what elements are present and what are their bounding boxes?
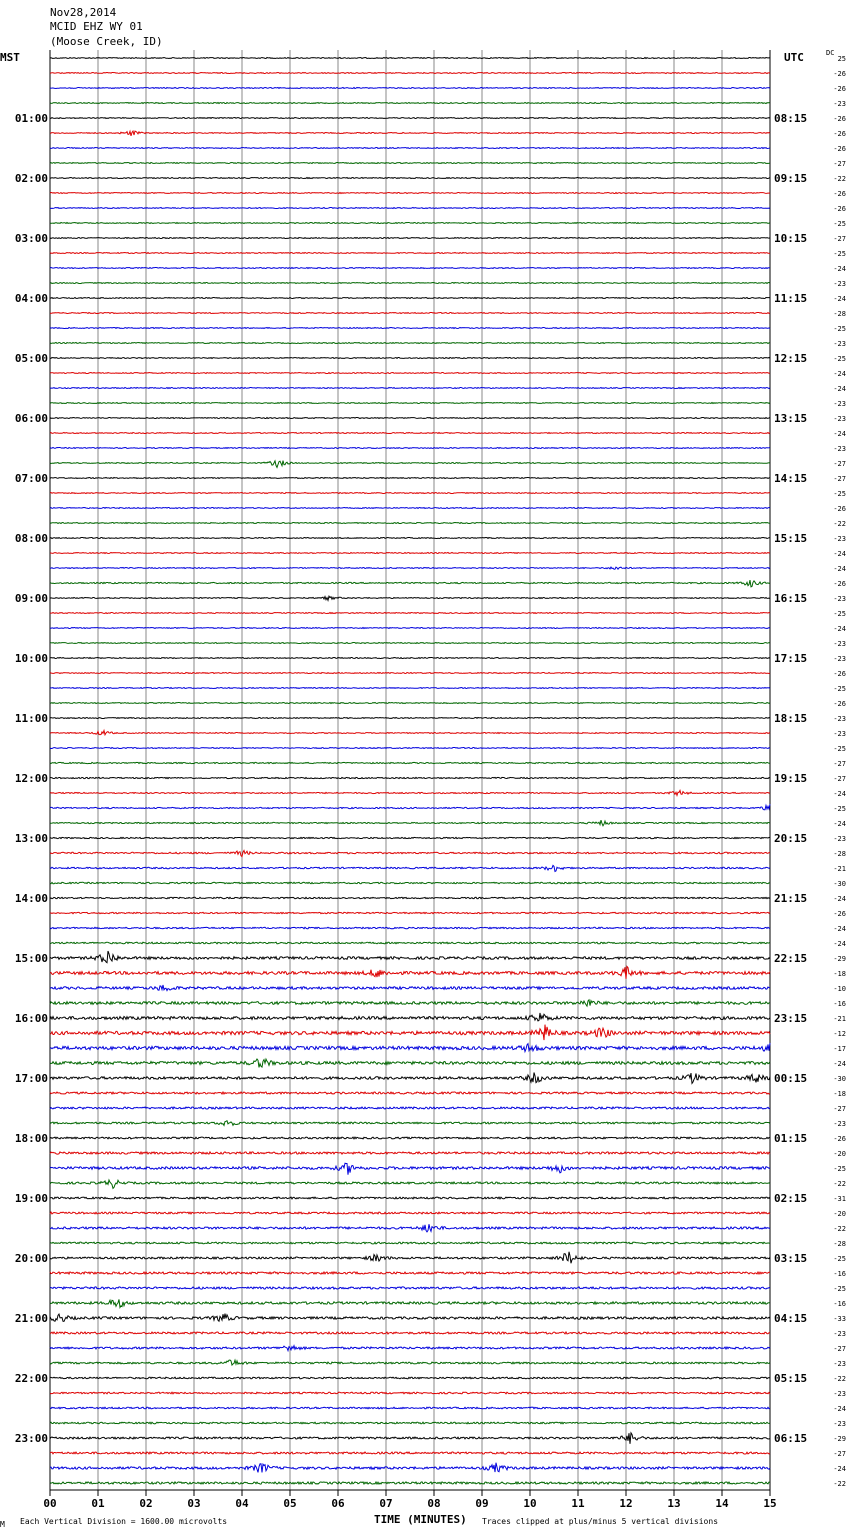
mst-hour-label: 02:00 — [14, 172, 48, 185]
x-tick-label: 15 — [763, 1497, 777, 1510]
dc-offset-label: -20 — [833, 1150, 846, 1158]
left-timezone-label: MST — [0, 51, 20, 64]
mst-hour-label: 16:00 — [14, 1012, 48, 1025]
dc-offset-label: -21 — [833, 1015, 846, 1023]
utc-hour-label: 06:15 — [774, 1432, 808, 1445]
utc-hour-label: 03:15 — [774, 1252, 808, 1265]
utc-hour-label: 21:15 — [774, 892, 808, 905]
utc-hour-label: 20:15 — [774, 832, 808, 845]
dc-offset-label: -24 — [833, 430, 846, 438]
dc-offset-label: -23 — [833, 1330, 846, 1338]
dc-offset-label: -26 — [833, 700, 846, 708]
x-tick-label: 08 — [427, 1497, 441, 1510]
dc-offset-label: -26 — [833, 145, 846, 153]
dc-offset-label: -17 — [833, 1045, 846, 1053]
x-tick-label: 13 — [667, 1497, 681, 1510]
utc-hour-label: 14:15 — [774, 472, 808, 485]
dc-offset-label: -31 — [833, 1195, 846, 1203]
mst-hour-label: 21:00 — [14, 1312, 48, 1325]
dc-offset-label: -25 — [833, 745, 846, 753]
dc-offset-label: -16 — [833, 1300, 846, 1308]
dc-offset-label: -10 — [833, 985, 846, 993]
x-tick-label: 04 — [235, 1497, 249, 1510]
dc-offset-label: 25 — [837, 55, 846, 63]
dc-offset-label: -24 — [833, 370, 846, 378]
dc-offset-label: -23 — [833, 655, 846, 663]
dc-offset-label: -27 — [833, 475, 846, 483]
dc-offset-label: -22 — [833, 1180, 846, 1188]
dc-offset-label: -25 — [833, 250, 846, 258]
corner-mark: M — [0, 1520, 5, 1529]
mst-hour-label: 09:00 — [14, 592, 48, 605]
dc-offset-label: -18 — [833, 970, 846, 978]
x-tick-label: 03 — [187, 1497, 201, 1510]
dc-offset-label: -23 — [833, 640, 846, 648]
seismic-trace — [50, 268, 770, 269]
utc-hour-label: 17:15 — [774, 652, 808, 665]
x-axis-title: TIME (MINUTES) — [374, 1513, 467, 1526]
seismic-trace — [50, 388, 770, 389]
dc-offset-label: -25 — [833, 1255, 846, 1263]
utc-hour-label: 00:15 — [774, 1072, 808, 1085]
dc-offset-label: -23 — [833, 340, 846, 348]
dc-offset-label: -26 — [833, 580, 846, 588]
dc-offset-label: -21 — [833, 865, 846, 873]
x-tick-label: 11 — [571, 1497, 585, 1510]
dc-offset-label: -26 — [833, 115, 846, 123]
utc-hour-label: 10:15 — [774, 232, 808, 245]
dc-offset-label: -23 — [833, 535, 846, 543]
dc-offset-label: -24 — [833, 565, 846, 573]
dc-offset-label: -24 — [833, 1405, 846, 1413]
mst-hour-label: 04:00 — [14, 292, 48, 305]
dc-offset-label: -29 — [833, 955, 846, 963]
mst-hour-label: 10:00 — [14, 652, 48, 665]
dc-offset-label: -23 — [833, 415, 846, 423]
header-station: MCID EHZ WY 01 — [50, 20, 143, 33]
dc-offset-label: -25 — [833, 685, 846, 693]
mst-hour-label: 03:00 — [14, 232, 48, 245]
dc-offset-label: -24 — [833, 265, 846, 273]
dc-offset-label: -16 — [833, 1270, 846, 1278]
utc-hour-label: 15:15 — [774, 532, 808, 545]
mst-hour-label: 12:00 — [14, 772, 48, 785]
dc-offset-label: -24 — [833, 895, 846, 903]
dc-offset-label: -26 — [833, 1135, 846, 1143]
x-tick-label: 07 — [379, 1497, 393, 1510]
mst-hour-label: 23:00 — [14, 1432, 48, 1445]
dc-offset-label: -27 — [833, 760, 846, 768]
dc-offset-label: -23 — [833, 280, 846, 288]
dc-offset-label: -27 — [833, 235, 846, 243]
dc-offset-label: -24 — [833, 790, 846, 798]
x-tick-label: 10 — [523, 1497, 537, 1510]
utc-hour-label: 16:15 — [774, 592, 808, 605]
dc-offset-label: -24 — [833, 940, 846, 948]
dc-offset-label: -26 — [833, 130, 846, 138]
right-timezone-label: UTC — [784, 51, 804, 64]
utc-hour-label: 08:15 — [774, 112, 808, 125]
dc-offset-label: -23 — [833, 1420, 846, 1428]
mst-hour-label: 15:00 — [14, 952, 48, 965]
dc-offset-label: -25 — [833, 1165, 846, 1173]
dc-offset-label: -24 — [833, 550, 846, 558]
seismic-trace — [50, 718, 770, 719]
dc-offset-label: -27 — [833, 1105, 846, 1113]
utc-hour-label: 11:15 — [774, 292, 808, 305]
dc-offset-label: -30 — [833, 1075, 846, 1083]
dc-offset-label: -23 — [833, 730, 846, 738]
mst-hour-label: 13:00 — [14, 832, 48, 845]
dc-offset-label: -23 — [833, 1120, 846, 1128]
x-tick-label: 06 — [331, 1497, 345, 1510]
mst-hour-label: 22:00 — [14, 1372, 48, 1385]
x-tick-label: 02 — [139, 1497, 153, 1510]
dc-offset-label: -23 — [833, 835, 846, 843]
dc-offset-label: -22 — [833, 520, 846, 528]
dc-offset-label: -26 — [833, 190, 846, 198]
utc-hour-label: 19:15 — [774, 772, 808, 785]
dc-offset-label: -24 — [833, 625, 846, 633]
dc-offset-label: -25 — [833, 1285, 846, 1293]
dc-offset-label: -23 — [833, 100, 846, 108]
dc-offset-label: -23 — [833, 595, 846, 603]
dc-offset-label: -24 — [833, 1465, 846, 1473]
x-tick-label: 12 — [619, 1497, 633, 1510]
dc-offset-label: -26 — [833, 70, 846, 78]
utc-hour-label: 18:15 — [774, 712, 808, 725]
header-location: (Moose Creek, ID) — [50, 35, 163, 48]
dc-offset-label: -26 — [833, 505, 846, 513]
utc-hour-label: 05:15 — [774, 1372, 808, 1385]
x-tick-label: 00 — [43, 1497, 57, 1510]
dc-offset-label: -16 — [833, 1000, 846, 1008]
dc-offset-label: -23 — [833, 1390, 846, 1398]
dc-offset-label: -28 — [833, 1240, 846, 1248]
seismic-trace — [50, 58, 770, 59]
dc-offset-label: -25 — [833, 610, 846, 618]
dc-offset-label: -27 — [833, 160, 846, 168]
dc-offset-label: -25 — [833, 325, 846, 333]
utc-hour-label: 01:15 — [774, 1132, 808, 1145]
dc-offset-label: -12 — [833, 1030, 846, 1038]
mst-hour-label: 06:00 — [14, 412, 48, 425]
header-date: Nov28,2014 — [50, 6, 117, 19]
dc-offset-label: -22 — [833, 175, 846, 183]
utc-hour-label: 04:15 — [774, 1312, 808, 1325]
dc-offset-label: -28 — [833, 850, 846, 858]
dc-offset-label: -33 — [833, 1315, 846, 1323]
mst-hour-label: 20:00 — [14, 1252, 48, 1265]
dc-offset-label: -22 — [833, 1480, 846, 1488]
dc-offset-label: -24 — [833, 1060, 846, 1068]
dc-offset-label: -25 — [833, 805, 846, 813]
clip-note: Traces clipped at plus/minus 5 vertical divisions — [482, 1517, 719, 1526]
x-tick-label: 05 — [283, 1497, 297, 1510]
x-tick-label: 14 — [715, 1497, 729, 1510]
dc-offset-label: -26 — [833, 910, 846, 918]
utc-hour-label: 22:15 — [774, 952, 808, 965]
mst-hour-label: 08:00 — [14, 532, 48, 545]
utc-hour-label: 02:15 — [774, 1192, 808, 1205]
dc-offset-label: -28 — [833, 310, 846, 318]
utc-hour-label: 23:15 — [774, 1012, 808, 1025]
dc-offset-label: -23 — [833, 400, 846, 408]
mst-hour-label: 18:00 — [14, 1132, 48, 1145]
dc-offset-label: -26 — [833, 85, 846, 93]
dc-offset-label: -25 — [833, 220, 846, 228]
utc-hour-label: 09:15 — [774, 172, 808, 185]
mst-hour-label: 11:00 — [14, 712, 48, 725]
dc-offset-label: -27 — [833, 1345, 846, 1353]
utc-hour-label: 13:15 — [774, 412, 808, 425]
dc-offset-label: -25 — [833, 490, 846, 498]
dc-offset-label: -24 — [833, 925, 846, 933]
dc-offset-label: -18 — [833, 1090, 846, 1098]
x-tick-label: 01 — [91, 1497, 105, 1510]
dc-offset-label: -25 — [833, 355, 846, 363]
mst-hour-label: 07:00 — [14, 472, 48, 485]
dc-offset-label: -27 — [833, 775, 846, 783]
dc-offset-label: -26 — [833, 670, 846, 678]
dc-offset-label: -23 — [833, 1360, 846, 1368]
mst-hour-label: 19:00 — [14, 1192, 48, 1205]
dc-offset-label: -27 — [833, 460, 846, 468]
dc-column-label: DC — [826, 49, 835, 57]
mst-hour-label: 05:00 — [14, 352, 48, 365]
dc-offset-label: -24 — [833, 295, 846, 303]
mst-hour-label: 17:00 — [14, 1072, 48, 1085]
dc-offset-label: -29 — [833, 1435, 846, 1443]
mst-hour-label: 01:00 — [14, 112, 48, 125]
dc-offset-label: -22 — [833, 1375, 846, 1383]
dc-offset-label: -23 — [833, 445, 846, 453]
mst-hour-label: 14:00 — [14, 892, 48, 905]
scale-note: Each Vertical Division = 1600.00 microvolts — [20, 1517, 228, 1526]
x-tick-label: 09 — [475, 1497, 489, 1510]
dc-offset-label: -24 — [833, 385, 846, 393]
utc-hour-label: 12:15 — [774, 352, 808, 365]
dc-offset-label: -20 — [833, 1210, 846, 1218]
dc-offset-label: -26 — [833, 205, 846, 213]
dc-offset-label: -30 — [833, 880, 846, 888]
seismic-trace — [50, 358, 770, 359]
dc-offset-label: -27 — [833, 1450, 846, 1458]
dc-offset-label: -24 — [833, 820, 846, 828]
dc-offset-label: -23 — [833, 715, 846, 723]
dc-offset-label: -22 — [833, 1225, 846, 1233]
